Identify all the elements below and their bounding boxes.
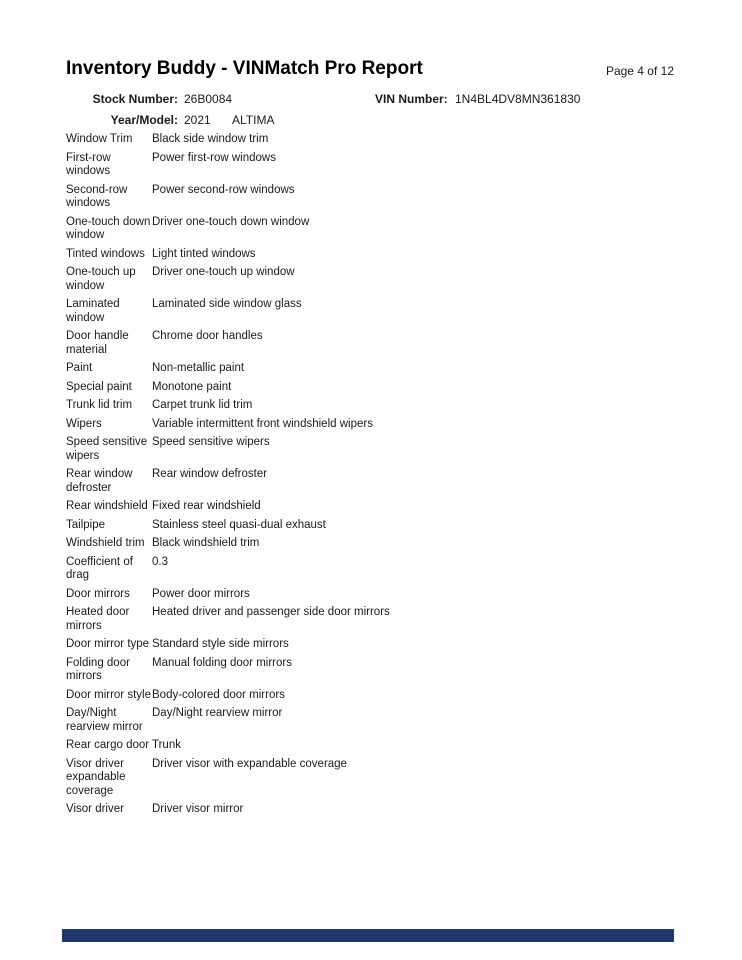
year-model-label: Year/Model:: [110, 113, 178, 127]
feature-value: Trunk: [152, 739, 181, 751]
feature-value: Carpet trunk lid trim: [152, 399, 253, 411]
vin-number-label: VIN Number:: [375, 92, 448, 106]
feature-value: Heated driver and passenger side door mirrors: [152, 606, 390, 618]
feature-value: Power second-row windows: [152, 183, 295, 196]
feature-value: Manual folding door mirrors: [152, 656, 292, 669]
meta-row-year-model: [66, 113, 666, 130]
feature-label: Second-row windows: [66, 183, 128, 209]
footer-bar: [62, 929, 674, 942]
feature-label: Door handle material: [66, 330, 129, 356]
model-value: ALTIMA: [232, 113, 275, 127]
feature-label: Door mirror style: [66, 688, 151, 701]
feature-value: Day/Night rearview mirror: [152, 707, 283, 719]
vin-number-value: 1N4BL4DV8MN361830: [455, 92, 581, 106]
feature-label: Paint: [66, 362, 93, 374]
feature-value: Standard style side mirrors: [152, 638, 289, 650]
feature-label: Visor driver: [66, 803, 124, 815]
feature-label: One-touch down window: [66, 215, 151, 241]
feature-label: Visor driver expandable coverage: [66, 757, 126, 797]
feature-value: Power first-row windows: [152, 151, 276, 164]
feature-value: Fixed rear windshield: [152, 500, 261, 512]
feature-value: Monotone paint: [152, 380, 232, 393]
feature-label: Rear window defroster: [66, 468, 133, 494]
feature-label: First-row windows: [66, 151, 111, 177]
year-value: 2021: [184, 113, 211, 127]
feature-value: Power door mirrors: [152, 587, 250, 600]
feature-value: Black windshield trim: [152, 537, 260, 549]
feature-value: Driver visor with expandable coverage: [152, 757, 347, 770]
feature-label: Rear cargo door: [66, 739, 150, 751]
feature-label: Laminated window: [66, 298, 120, 324]
feature-label: Tailpipe: [66, 518, 105, 531]
page-title: Inventory Buddy - VINMatch Pro Report: [66, 58, 423, 79]
feature-label: Day/Night rearview mirror: [66, 707, 143, 733]
feature-value: Stainless steel quasi-dual exhaust: [152, 518, 326, 531]
feature-value: Light tinted windows: [152, 247, 256, 260]
feature-label: Special paint: [66, 380, 132, 393]
feature-label: One-touch up window: [66, 266, 136, 292]
feature-label: Windshield trim: [66, 537, 145, 549]
feature-value: Driver one-touch down window: [152, 215, 310, 228]
feature-value: Variable intermittent front windshield wipers: [152, 417, 373, 430]
feature-value: Driver one-touch up window: [152, 266, 295, 278]
feature-value: Rear window defroster: [152, 468, 268, 480]
feature-label: Door mirrors: [66, 587, 130, 600]
feature-label: Tinted windows: [66, 247, 145, 260]
feature-value: Body-colored door mirrors: [152, 688, 285, 701]
feature-label: Heated door mirrors: [66, 606, 130, 632]
feature-label: Folding door mirrors: [66, 656, 130, 682]
feature-value: Laminated side window glass: [152, 298, 302, 310]
meta-row-stock-vin: [66, 92, 666, 109]
feature-label: Rear windshield: [66, 500, 148, 512]
feature-value: Chrome door handles: [152, 330, 263, 342]
feature-label: Wipers: [66, 417, 102, 430]
feature-value: Speed sensitive wipers: [152, 436, 270, 448]
feature-value: 0.3: [152, 555, 168, 568]
feature-label: Trunk lid trim: [66, 399, 133, 411]
feature-label: Speed sensitive wipers: [66, 436, 148, 462]
features-table: [66, 133, 676, 817]
feature-label: Window Trim: [66, 133, 133, 145]
stock-number-label: Stock Number:: [92, 92, 178, 106]
feature-label: Door mirror type: [66, 638, 150, 650]
feature-label: Coefficient of drag: [66, 555, 133, 581]
feature-value: Driver visor mirror: [152, 803, 244, 815]
page-number-indicator: Page 4 of 12: [605, 64, 674, 78]
feature-value: Non-metallic paint: [152, 362, 245, 374]
feature-value: Black side window trim: [152, 133, 269, 145]
vehicle-meta: [66, 92, 666, 134]
stock-number-value: 26B0084: [184, 92, 233, 106]
